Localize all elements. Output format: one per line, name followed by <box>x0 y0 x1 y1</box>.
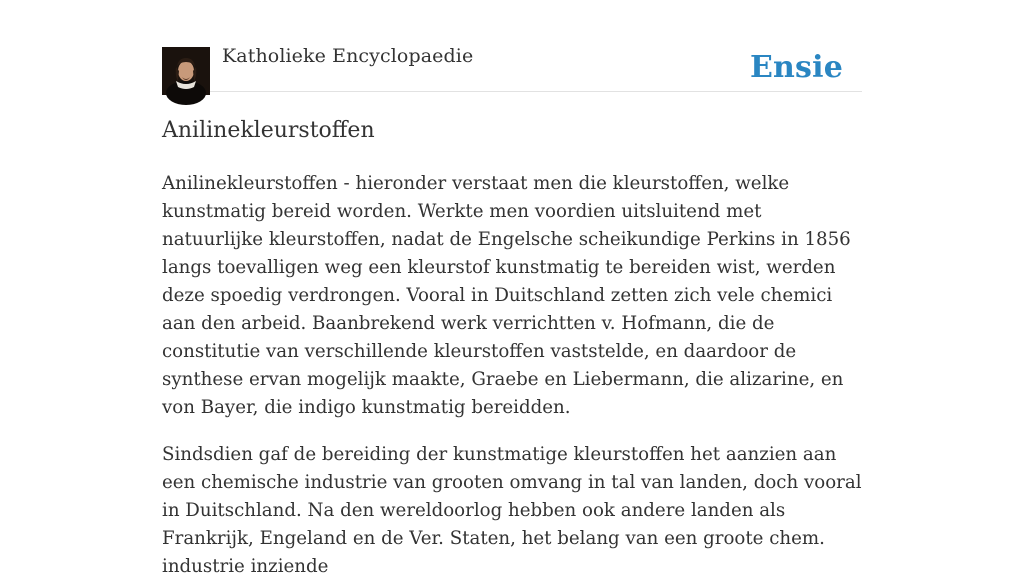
brand-logo[interactable]: Ensie <box>749 50 843 85</box>
article-title: Anilinekleurstoffen <box>162 118 375 143</box>
page <box>162 0 862 577</box>
article-paragraph: Sindsdien gaf de bereiding der kunstmatige kleurstoffen het aanzien aan een chemische industrie van grooten omvang in tal van landen, doch vooral in Duitschland. Na den wereldoorlog hebben ook andere landen als Frankrijk, Engeland en de Ver. Staten, het belang van een groote chem. industrie inziende <box>162 444 862 577</box>
portrait-avatar-icon[interactable] <box>162 47 210 95</box>
article-paragraph: Anilinekleurstoffen - hieronder verstaat men die kleurstoffen, welke kunstmatig bereid worden. Werkte men voordien uitsluitend met natuurlijke kleurstoffen, nadat de Engelsche scheikundige Perkins in 1856 langs toevalligen weg een kleurstof kunstmatig te bereiden wist, werden deze spoedig verdrongen. Vooral in Duitschland zetten zich vele chemici aan den arbeid. Baanbrekend werk verrichtten v. Hofmann, die de constitutie van verschillende kleurstoffen vaststelde, en daardoor de synthese ervan mogelijk maakte, Graebe en Liebermann, die alizarine, en von Bayer, die indigo kunstmatig bereidden. <box>162 173 851 418</box>
source-title[interactable]: Katholieke Encyclopaedie <box>222 45 474 67</box>
header <box>162 0 862 92</box>
